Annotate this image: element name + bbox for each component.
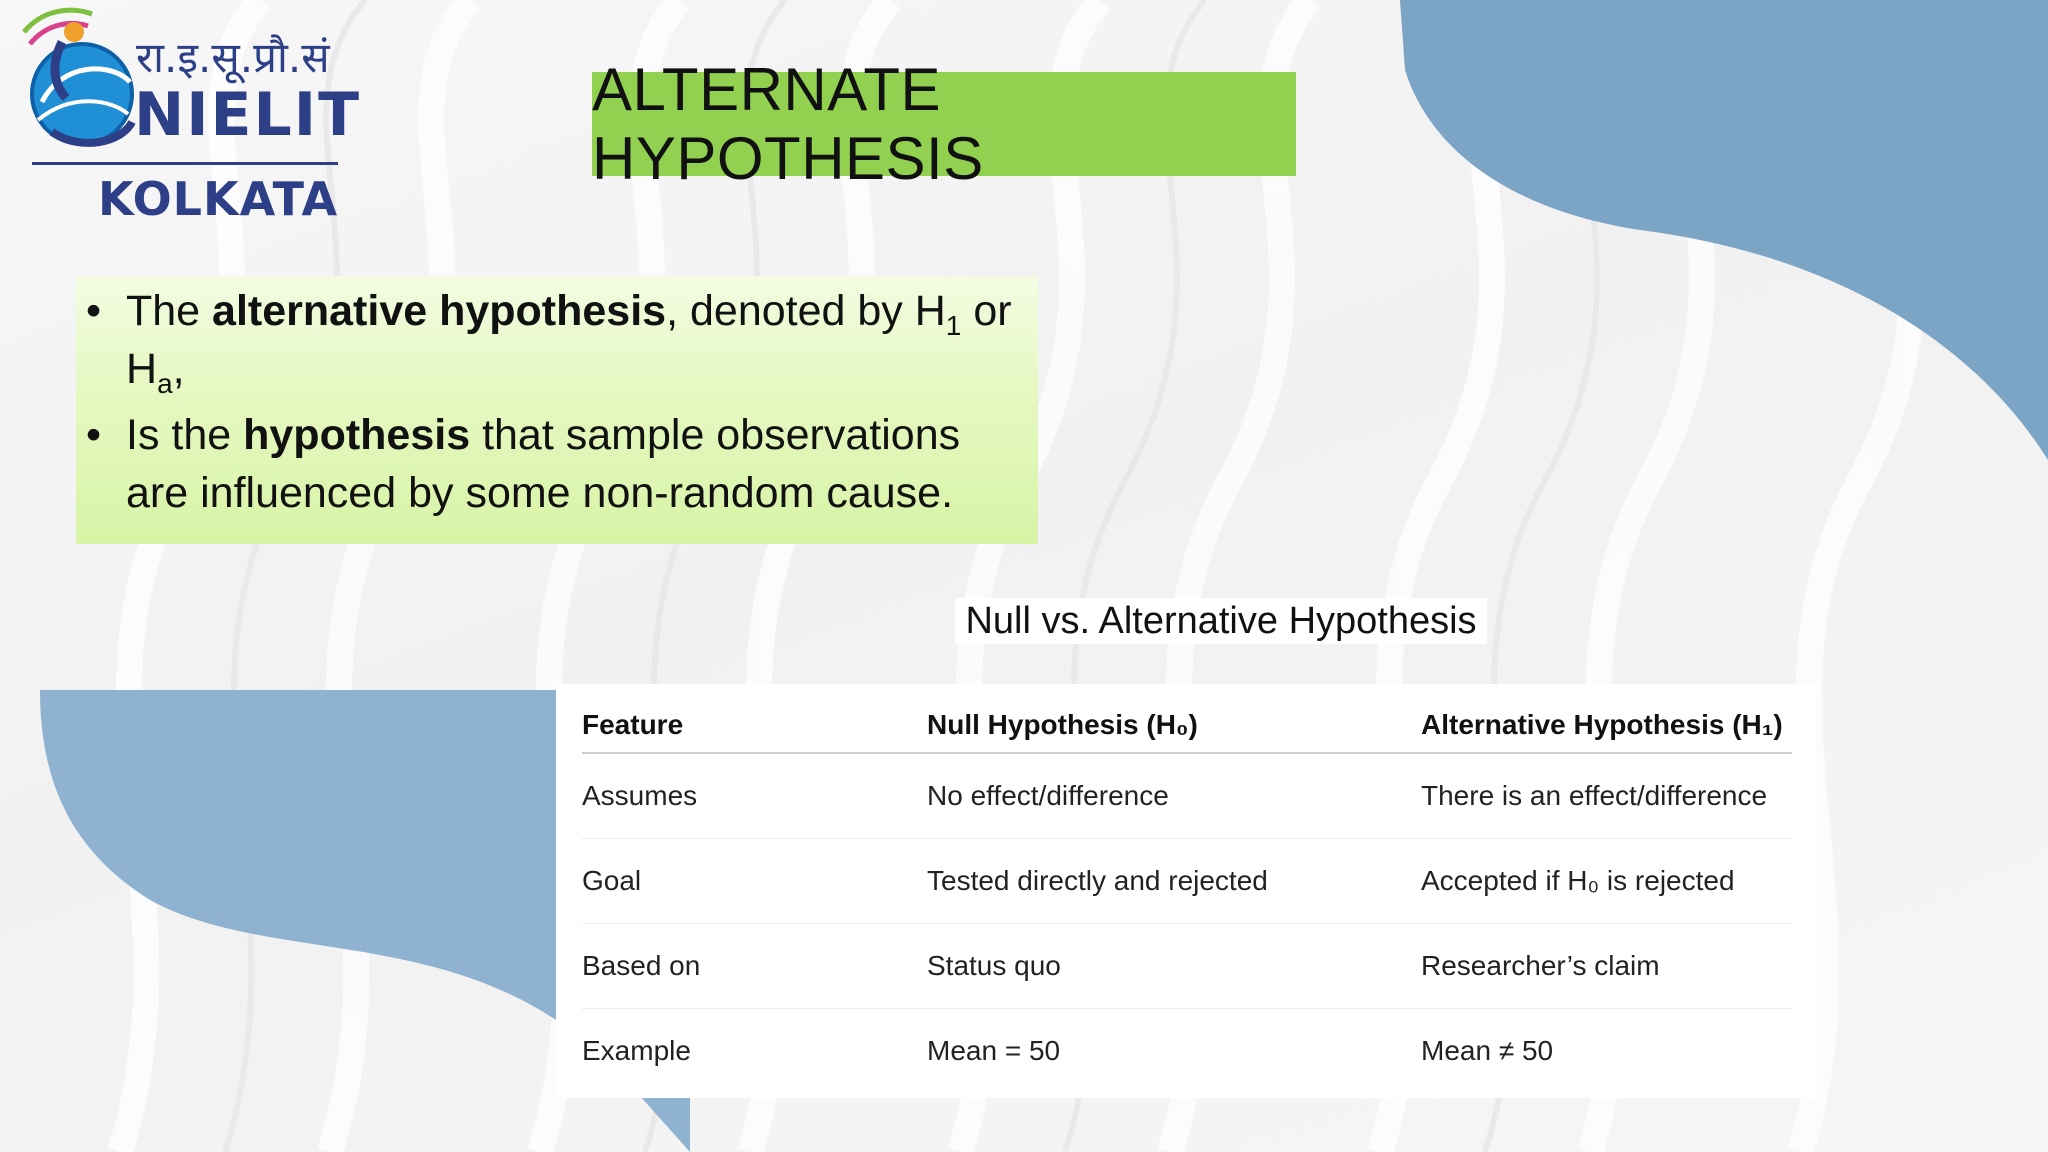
- table-cell: Example: [582, 1035, 691, 1066]
- subscript: a: [157, 368, 173, 399]
- bottom-left-blob-tail: [640, 1096, 690, 1152]
- bullet-item: [126, 282, 1014, 398]
- table-row: [582, 753, 1792, 839]
- table-cell: Mean = 50: [927, 1035, 1061, 1066]
- text-run: The: [126, 287, 213, 335]
- text-run: ,: [172, 345, 185, 393]
- bottom-left-blob: [40, 690, 556, 1020]
- table-cell: Researcher’s claim: [1421, 924, 1792, 1009]
- table-row: [582, 924, 1792, 1009]
- table-title-wrap: [556, 600, 1886, 643]
- definition-box: [76, 276, 1038, 544]
- table-cell: No effect/difference: [927, 753, 1421, 839]
- logo-divider: [32, 162, 338, 165]
- subscript: 1: [945, 310, 962, 341]
- bold-term: hypothesis: [243, 411, 471, 459]
- table-cell: There is an effect/difference: [1421, 753, 1792, 839]
- column-header: Feature: [582, 684, 927, 753]
- table-row: [582, 839, 1792, 924]
- globe-icon: [12, 2, 142, 152]
- table-cell: Based on: [582, 924, 927, 1009]
- comparison-table-card: [556, 684, 1816, 1098]
- column-header: Alternative Hypothesis (H₁): [1421, 684, 1792, 753]
- table-cell: Mean ≠ 50: [1421, 1035, 1554, 1066]
- table-cell: Goal: [582, 839, 927, 924]
- bold-term: alternative hypothesis: [212, 287, 667, 335]
- table-header-row: [582, 684, 1792, 753]
- column-header: Null Hypothesis (H₀): [927, 684, 1421, 753]
- logo-hindi-text: रा.इ.सू.प्रौ.सं: [136, 33, 330, 82]
- text-run: Is the: [126, 411, 244, 459]
- comparison-table: [582, 684, 1792, 1093]
- text-run: or H: [126, 287, 1012, 393]
- nielit-logo: [12, 2, 362, 232]
- table-cell: Accepted if H₀ is rejected: [1421, 839, 1792, 924]
- table-row: [582, 1009, 1792, 1094]
- table-cell: Assumes: [582, 753, 927, 839]
- text-run: that sample observations are influenced by some non-random cause.: [126, 411, 961, 517]
- logo-nielit-text: NIELIT: [134, 80, 362, 150]
- table-title: Null vs. Alternative Hypothesis: [955, 598, 1486, 644]
- table-cell: Tested directly and rejected: [927, 839, 1421, 924]
- bullet-item: [126, 406, 1014, 522]
- title-banner: [592, 56, 1296, 192]
- slide-title: ALTERNATE HYPOTHESIS: [592, 56, 984, 192]
- logo-city-text: KOLKATA: [98, 172, 339, 226]
- text-run: , denoted by H: [666, 287, 946, 335]
- top-right-blob: [1400, 0, 2048, 460]
- table-cell: Status quo: [927, 924, 1421, 1009]
